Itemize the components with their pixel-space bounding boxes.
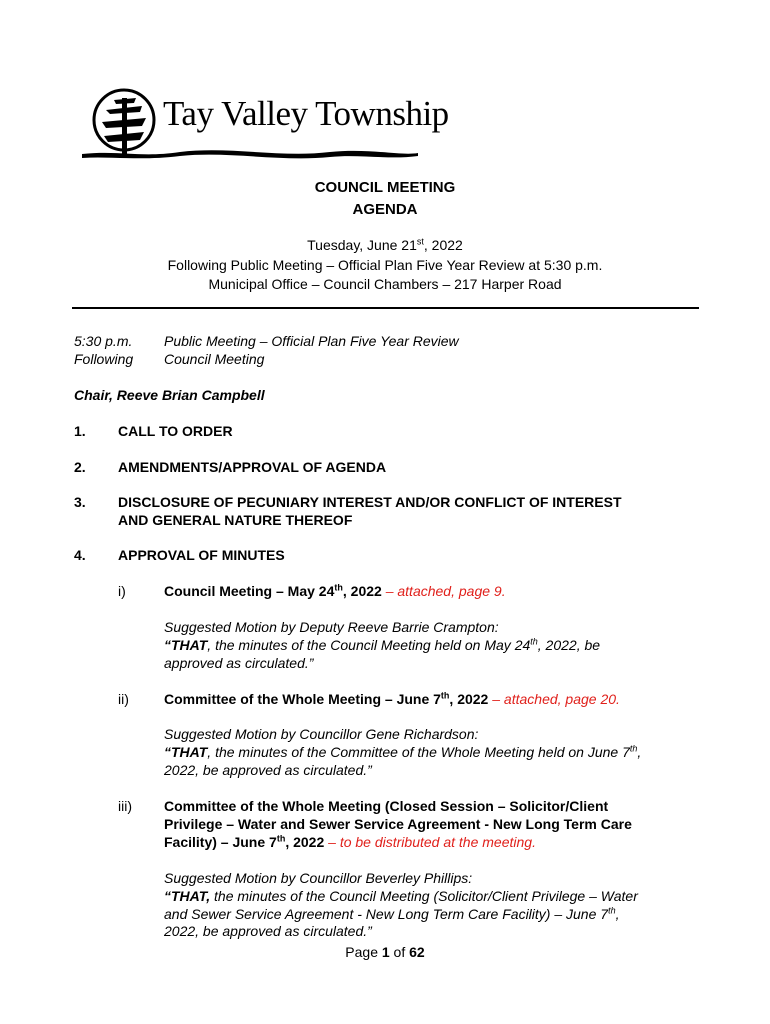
item-title: APPROVAL OF MINUTES <box>118 547 285 563</box>
minutes-title: Committee of the Whole Meeting – June 7th, 2022 – attached, page 20. <box>164 690 620 707</box>
schedule-time: Following <box>74 351 134 367</box>
item-number: 3. <box>74 494 86 510</box>
motion-text: “THAT, the minutes of the Committee of the Whole Meeting held on June 7th, <box>164 743 642 760</box>
minutes-title-cont: Privilege – Water and Sewer Service Agreement - New Long Term Care <box>164 816 632 832</box>
minutes-title: Council Meeting – May 24th, 2022 – attached, page 9. <box>164 582 506 599</box>
minutes-title: Committee of the Whole Meeting (Closed Session – Solicitor/Client <box>164 798 609 814</box>
agenda-title: AGENDA <box>352 201 418 218</box>
item-number: 4. <box>74 547 86 563</box>
motion-mover: Suggested Motion by Deputy Reeve Barrie Crampton: <box>164 619 499 635</box>
minutes-number: i) <box>118 583 126 599</box>
motion-text-cont: and Sewer Service Agreement - New Long Term Care Facility) – June 7th, <box>164 905 620 922</box>
motion-text-cont: approved as circulated.” <box>164 655 314 671</box>
location-line: Municipal Office – Council Chambers – 217 Harper Road <box>208 276 562 292</box>
minutes-title-cont: Facility) – June 7th, 2022 – to be distributed at the meeting. <box>164 833 536 850</box>
chair-line: Chair, Reeve Brian Campbell <box>74 387 265 403</box>
motion-text: “THAT, the minutes of the Council Meeting (Solicitor/Client Privilege – Water <box>164 888 638 904</box>
schedule-event: Council Meeting <box>164 351 265 367</box>
meeting-date: Tuesday, June 21st, 2022 <box>307 236 463 253</box>
item-title: AMENDMENTS/APPROVAL OF AGENDA <box>118 459 387 475</box>
meeting-title: COUNCIL MEETING <box>314 179 456 196</box>
motion-text: “THAT, the minutes of the Council Meeting held on May 24th, 2022, be <box>164 636 601 653</box>
motion-mover: Suggested Motion by Councillor Beverley Phillips: <box>164 870 473 886</box>
attachment-note: – attached, page 20. <box>488 691 620 707</box>
org-name: Tay Valley Township <box>163 94 449 133</box>
item-number: 2. <box>74 459 86 475</box>
schedule-event: Public Meeting – Official Plan Five Year Review <box>164 333 459 349</box>
schedule-time: 5:30 p.m. <box>74 333 133 349</box>
item-title: DISCLOSURE OF PECUNIARY INTEREST AND/OR CONFLICT OF INTEREST <box>118 494 622 510</box>
attachment-note: – attached, page 9. <box>381 583 506 599</box>
distribution-note: – to be distributed at the meeting. <box>324 834 536 850</box>
item-title-cont: AND GENERAL NATURE THEREOF <box>118 512 353 528</box>
page-number: Page 1 of 62 <box>345 944 425 960</box>
public-meeting-line: Following Public Meeting – Official Plan Five Year Review at 5:30 p.m. <box>167 257 603 273</box>
motion-mover: Suggested Motion by Councillor Gene Richardson: <box>164 726 479 742</box>
minutes-number: iii) <box>118 798 132 814</box>
motion-text-cont: 2022, be approved as circulated.” <box>164 762 372 778</box>
motion-text-cont: 2022, be approved as circulated.” <box>164 923 372 939</box>
header-divider <box>72 307 699 309</box>
item-number: 1. <box>74 423 86 439</box>
township-logo <box>80 86 449 166</box>
item-title: CALL TO ORDER <box>118 423 233 439</box>
minutes-number: ii) <box>118 691 129 707</box>
